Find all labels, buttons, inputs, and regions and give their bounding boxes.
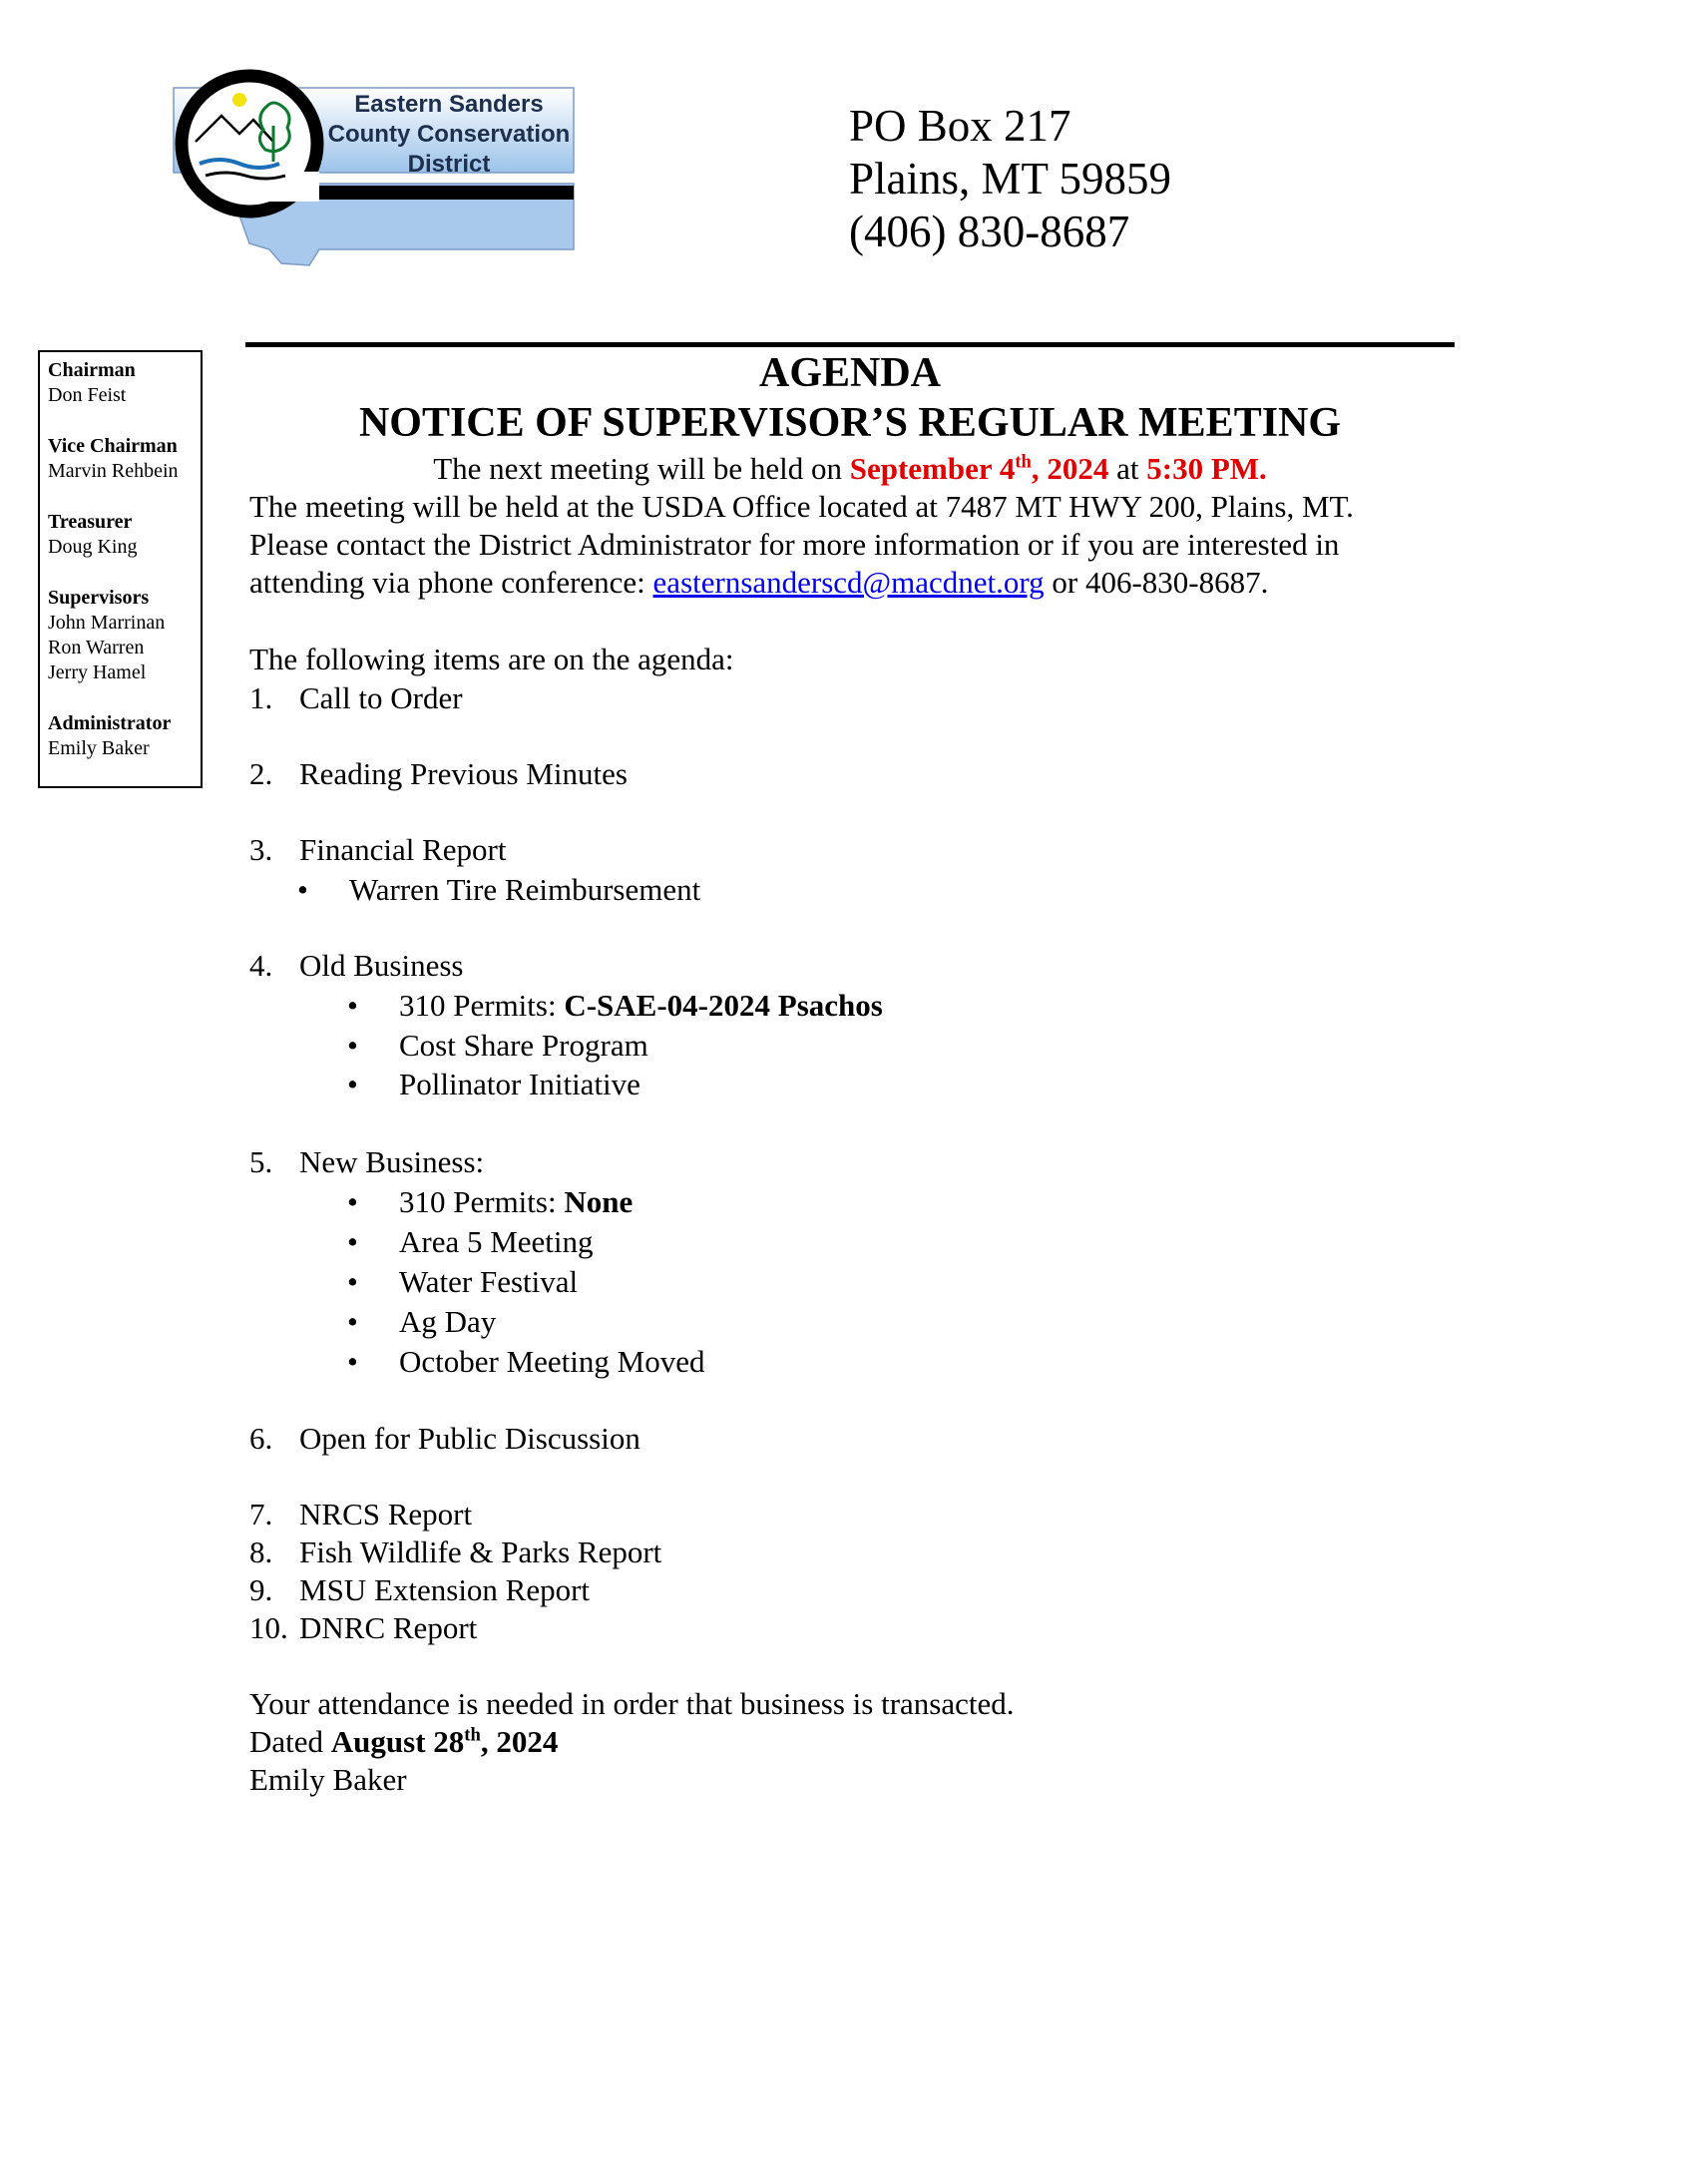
agenda-item-msu: MSU Extension Report <box>299 1572 591 1607</box>
permits-value: None <box>564 1184 634 1219</box>
agenda-item-new-business: New Business: <box>299 1144 485 1179</box>
signer-name: Emily Baker <box>249 1762 407 1797</box>
header-rule <box>245 342 1455 347</box>
officer-group-chairman <box>48 358 201 408</box>
agenda-item-previous-minutes: Reading Previous Minutes <box>299 756 628 791</box>
bullet-icon: • <box>347 1184 358 1219</box>
page-subtitle: NOTICE OF SUPERVISOR’S REGULAR MEETING <box>358 400 1342 446</box>
item-number: 10. <box>249 1610 288 1645</box>
dated-prefix: Dated <box>249 1724 331 1759</box>
logo-line-2: County Conservation <box>327 121 571 148</box>
intro-line-3-suffix: or 406-830-8687. <box>1044 565 1269 600</box>
mailing-address <box>849 100 1171 258</box>
address-phone: (406) 830-8687 <box>849 207 1130 256</box>
address-city: Plains, MT 59859 <box>849 154 1171 204</box>
item-number: 4. <box>249 948 273 983</box>
item-number: 6. <box>249 1421 273 1456</box>
address-po-box: PO Box 217 <box>849 101 1071 151</box>
permits-value: C-SAE-04-2024 Psachos <box>564 988 883 1023</box>
bullet-icon: • <box>297 872 308 907</box>
bullet-icon: • <box>347 1264 358 1299</box>
agenda-item-public-discussion: Open for Public Discussion <box>299 1421 640 1456</box>
intro-line-1: The meeting will be held at the USDA Office located at 7487 MT HWY 200, Plains, MT. <box>249 489 1354 524</box>
meeting-date-line <box>245 450 1455 488</box>
officers-box <box>38 350 203 788</box>
item-number: 8. <box>249 1534 273 1569</box>
item-number: 9. <box>249 1572 273 1607</box>
agenda-item-old-business: Old Business <box>299 948 464 983</box>
subitem-warren-tire: Warren Tire Reimbursement <box>349 872 701 907</box>
officer-group-vice-chairman <box>48 434 201 484</box>
permits-prefix: 310 Permits: <box>399 1184 565 1219</box>
dated-year: , 2024 <box>480 1724 559 1759</box>
district-logo <box>170 66 589 275</box>
bullet-icon: • <box>347 1028 358 1063</box>
meeting-prefix: The next meeting will be held on <box>433 451 850 486</box>
officer-name: Ron Warren <box>48 637 145 658</box>
agenda-item-call-to-order: Call to Order <box>299 680 463 715</box>
agenda-item-nrcs: NRCS Report <box>299 1497 473 1531</box>
permits-prefix: 310 Permits: <box>399 988 565 1023</box>
officer-role: Supervisors <box>48 587 150 609</box>
officer-name: Jerry Hamel <box>48 661 147 683</box>
officer-name: Don Feist <box>48 384 127 406</box>
intro-line-3 <box>249 564 1268 602</box>
page-title: AGENDA <box>758 350 941 396</box>
subitem-new-310-permits <box>399 1183 633 1221</box>
agenda-item-fwp: Fish Wildlife & Parks Report <box>299 1534 662 1569</box>
item-number: 1. <box>249 680 273 715</box>
subitem-water-festival: Water Festival <box>399 1264 579 1299</box>
item-number: 7. <box>249 1497 273 1531</box>
meeting-date <box>850 451 1109 486</box>
item-number: 2. <box>249 756 273 791</box>
meeting-at: at <box>1108 451 1147 486</box>
bullet-icon: • <box>347 1344 358 1379</box>
officer-role: Vice Chairman <box>48 435 178 457</box>
closing-statement: Your attendance is needed in order that business is transacted. <box>249 1686 1015 1721</box>
item-number: 5. <box>249 1144 273 1179</box>
subitem-old-310-permits <box>399 987 883 1025</box>
subitem-pollinator: Pollinator Initiative <box>399 1067 640 1101</box>
meeting-date-year: , 2024 <box>1031 451 1109 486</box>
logo-line-1: Eastern Sanders <box>354 91 544 118</box>
logo-text <box>319 90 579 180</box>
officer-role: Chairman <box>48 359 136 381</box>
email-link[interactable]: easternsanderscd@macdnet.org <box>652 565 1045 600</box>
officer-role: Treasurer <box>48 511 133 533</box>
meeting-time: 5:30 PM. <box>1146 451 1267 486</box>
intro-line-2: Please contact the District Administrator for more information or if you are interested in <box>249 527 1340 562</box>
officer-role: Administrator <box>48 712 172 734</box>
officer-group-supervisors <box>48 586 201 685</box>
bullet-icon: • <box>347 1304 358 1339</box>
officer-group-treasurer <box>48 510 201 560</box>
dated-month: August 28 <box>330 1724 465 1759</box>
subitem-cost-share: Cost Share Program <box>399 1028 648 1063</box>
intro-line-3-prefix: attending via phone conference: <box>249 565 653 600</box>
agenda-item-dnrc: DNRC Report <box>299 1610 478 1645</box>
subitem-ag-day: Ag Day <box>399 1304 497 1339</box>
subitem-area-5: Area 5 Meeting <box>399 1224 594 1259</box>
officer-name: Doug King <box>48 536 138 558</box>
agenda-intro: The following items are on the agenda: <box>249 642 734 676</box>
bullet-icon: • <box>347 1224 358 1259</box>
dated-date <box>331 1724 559 1759</box>
agenda-item-financial-report: Financial Report <box>299 832 507 867</box>
officer-name: John Marrinan <box>48 612 166 634</box>
officer-name: Marvin Rehbein <box>48 460 179 482</box>
item-number: 3. <box>249 832 273 867</box>
subitem-october-meeting: October Meeting Moved <box>399 1344 705 1379</box>
bullet-icon: • <box>347 988 358 1023</box>
meeting-date-month: September 4 <box>849 451 1016 486</box>
dated-line <box>249 1723 558 1761</box>
officer-name: Emily Baker <box>48 737 150 759</box>
dated-sup: th <box>464 1724 481 1746</box>
meeting-date-sup: th <box>1015 451 1032 473</box>
officer-group-administrator <box>48 711 201 761</box>
bullet-icon: • <box>347 1067 358 1101</box>
logo-line-3: District <box>407 151 491 178</box>
